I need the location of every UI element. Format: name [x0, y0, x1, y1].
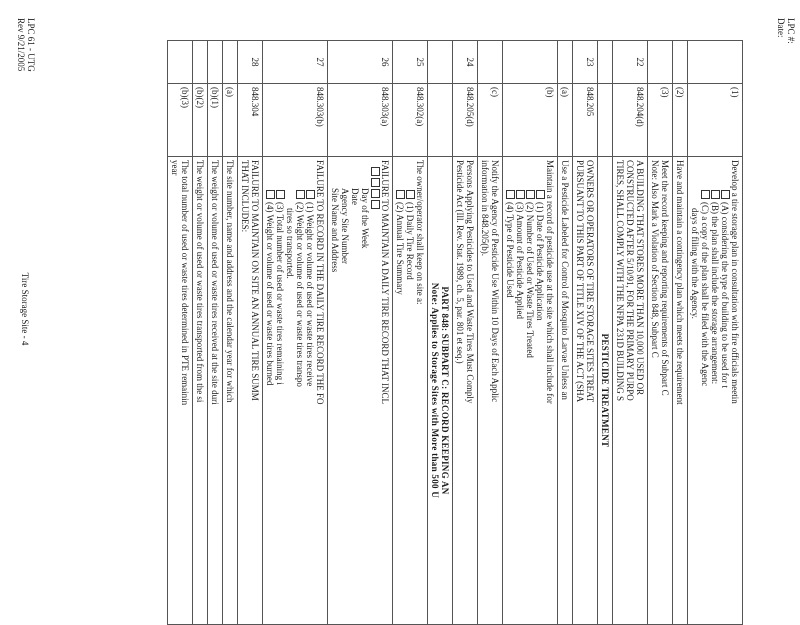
- citation: (b)(1): [208, 84, 223, 157]
- text-line: PURSUANT TO THIS PART OF TITLE XIV OF THE ACT (SHA: [575, 160, 585, 403]
- citation: (b)(3): [168, 84, 193, 157]
- requirement-text: [453, 157, 478, 625]
- checkbox[interactable]: [701, 190, 710, 199]
- item-number: [673, 41, 688, 84]
- requirement-text: [573, 157, 598, 625]
- requirement-text: [328, 157, 393, 625]
- item-number: 25: [393, 41, 428, 84]
- section-header-row: [598, 41, 613, 625]
- text-line: OWNERS OR OPERATORS OF TIRE STORAGE SITES TREAT: [585, 160, 595, 403]
- item-number: [503, 41, 558, 84]
- text-line: (4) Weight or volume of used or waste tires burned: [265, 202, 275, 386]
- section-title: PESTICIDE TREATMENT: [598, 157, 613, 625]
- requirement-text: [208, 157, 223, 625]
- text-line: FAILURE TO MAINTAIN ON SITE AN ANNUAL TIRE SUMM: [250, 160, 260, 401]
- item-number: [168, 41, 193, 84]
- text-line: Notify the Agency of Pesticide Use Within 10 Days of Each Applic: [490, 160, 500, 403]
- requirement-text: [393, 157, 428, 625]
- form-id: LPC 61 - UTG: [26, 18, 36, 72]
- item-number: [193, 41, 208, 84]
- text-line: Date: [350, 188, 360, 205]
- checkbox[interactable]: [406, 190, 415, 199]
- section-header-row: [428, 41, 453, 625]
- text-line: THAT INCLUDES:: [240, 160, 250, 233]
- requirement-text: [193, 157, 208, 625]
- text-line: (B) the plan shall include the storage arrangement:: [710, 202, 720, 385]
- inspection-checklist-table: [167, 40, 743, 625]
- revision-date: Rev 9/21/2005: [16, 18, 26, 72]
- text-line: FAILURE TO MAINTAIN A DAILY TIRE RECORD THAT INCL: [380, 160, 390, 405]
- checkbox[interactable]: [536, 190, 545, 199]
- text-line: FAILURE TO RECORD IN THE DAILY TIRE RECORD THE FO: [315, 160, 325, 405]
- text-line: (2) Weight or volume of used or waste tires transpo: [295, 202, 305, 387]
- checkbox[interactable]: [371, 167, 380, 176]
- requirement-text: [503, 157, 558, 625]
- table-row: [478, 41, 503, 625]
- section-title: [428, 157, 453, 625]
- text-line: (A) considering the type of building to be used for t: [720, 202, 730, 388]
- checkbox[interactable]: [516, 190, 525, 199]
- table-row: [573, 41, 598, 625]
- table-row: [193, 41, 208, 625]
- table-row: [453, 41, 478, 625]
- item-number: [428, 41, 453, 84]
- citation: (1): [688, 84, 743, 157]
- section-title-line: PART 848: SUBPART C: RECORD KEEPING AN: [440, 286, 450, 495]
- citation: 848.303(b): [263, 84, 328, 157]
- checkbox[interactable]: [371, 178, 380, 187]
- item-number: 23: [573, 41, 598, 84]
- item-number: 26: [328, 41, 393, 84]
- text-line: Agency Site Number: [340, 188, 350, 264]
- requirement-text: [613, 157, 648, 625]
- text-line: Note: Also Mark a Violation of Section 848, Subpart C: [650, 160, 660, 358]
- text-line: (1) Weight or volume of used or waste tires receive: [305, 202, 315, 387]
- table-row: [208, 41, 223, 625]
- table-row: [168, 41, 193, 625]
- checkbox[interactable]: [276, 190, 285, 199]
- citation: (b): [503, 84, 558, 157]
- text-line: (4) Type of Pesticide Used: [505, 202, 515, 298]
- item-number: [688, 41, 743, 84]
- text-line: The total number of used or waste tires determined in PTE remainin: [180, 160, 190, 406]
- text-line: (2) Number of Used or Waste Tires Treated: [525, 202, 535, 358]
- table-row: [393, 41, 428, 625]
- checkbox[interactable]: [396, 190, 405, 199]
- text-line: The weight or volume of used or waste tires received at the site duri: [210, 160, 220, 405]
- page-header: [776, 18, 796, 44]
- citation: 848.204(d): [613, 84, 648, 157]
- requirement-text: [673, 157, 688, 625]
- text-line: Day of the Week: [360, 188, 370, 249]
- table-row: [648, 41, 673, 625]
- text-line: Maintain a record of pesticide use at the site which shall include for: [545, 160, 555, 404]
- item-number: [598, 41, 613, 84]
- citation: (c): [478, 84, 503, 157]
- text-line: Pesticide Act (Ill. Rev. Stat. 1989, ch. 5, par. 801 et seq.): [455, 160, 465, 364]
- text-line: days of filing with the Agency.: [690, 208, 700, 319]
- text-line: Site Name and Address: [330, 188, 340, 273]
- text-line: The site number, name and address and the calendar year for which: [225, 160, 235, 403]
- requirement-text: [478, 157, 503, 625]
- item-number: [208, 41, 223, 84]
- citation: (a): [558, 84, 573, 157]
- citation: [428, 84, 453, 157]
- item-number: [223, 41, 238, 84]
- text-line: (1) Date of Pesticide Application: [535, 202, 545, 321]
- table-row: [238, 41, 263, 625]
- checkbox[interactable]: [371, 200, 380, 209]
- citation: (2): [673, 84, 688, 157]
- checkbox[interactable]: [266, 190, 275, 199]
- checkbox[interactable]: [371, 189, 380, 198]
- item-number: [648, 41, 673, 84]
- item-number: 22: [613, 41, 648, 84]
- table-row: [673, 41, 688, 625]
- text-line: A BUILDING THAT STORES MORE THAN 10,000 USED OR: [635, 160, 645, 396]
- citation: 848.303(a): [328, 84, 393, 157]
- item-number: [558, 41, 573, 84]
- requirement-text: [168, 157, 193, 625]
- checkbox[interactable]: [721, 190, 730, 199]
- citation: [598, 84, 613, 157]
- table-row: [503, 41, 558, 625]
- table-row: [223, 41, 238, 625]
- requirement-text: [263, 157, 328, 625]
- text-line: year: [170, 160, 180, 176]
- text-line: (3) Amount of Pesticide Applied: [515, 202, 525, 319]
- item-number: [478, 41, 503, 84]
- text-line: Develop a tire storage plan in consultation with fire officials meetin: [730, 160, 740, 404]
- item-number: 28: [238, 41, 263, 84]
- text-line: (C) a copy of the plan shall be filed with the Agenc: [700, 202, 710, 387]
- item-number: 27: [263, 41, 328, 84]
- text-line: (1) Daily Tire Record: [405, 202, 415, 280]
- text-line: Persons Applying Pesticides to Used and Waste Tires Must Comply: [465, 160, 475, 404]
- text-line: information in 848.205(b).: [480, 160, 490, 256]
- citation: 848.304: [238, 84, 263, 157]
- citation: (3): [648, 84, 673, 157]
- text-line: (2) Annual Tire Summary: [395, 202, 405, 295]
- requirement-text: [223, 157, 238, 625]
- table-row: [688, 41, 743, 625]
- citation: 848.205: [573, 84, 598, 157]
- checkbox[interactable]: [506, 190, 515, 199]
- table-row: [558, 41, 573, 625]
- checkbox[interactable]: [296, 190, 305, 199]
- text-line: TIRES, SHALL COMPLY WITH THE NFPA 231D BUILDING S: [615, 160, 625, 402]
- table-row: [263, 41, 328, 625]
- section-note: Note: Applies to Storage Sites with More than 500 U: [430, 282, 440, 499]
- checkbox[interactable]: [306, 190, 315, 199]
- requirement-text: [238, 157, 263, 625]
- text-line: (3) Total number of used or waste tires remaining i: [275, 202, 285, 385]
- text-line: tires so transported.: [285, 208, 295, 279]
- table-row: [613, 41, 648, 625]
- text-line: Have and maintain a contingency plan which meets the requirement: [675, 160, 685, 405]
- text-line: Meet the record keeping and reporting requirements of Subpart C: [660, 160, 670, 396]
- requirement-text: [688, 157, 743, 625]
- text-line: CONSTRUCTED AFTER 5/10/91, FOR THE PRIMARY PURPO: [625, 160, 635, 401]
- item-number: 24: [453, 41, 478, 84]
- requirement-text: [648, 157, 673, 625]
- checkbox[interactable]: [711, 190, 720, 199]
- citation: (b)(2): [193, 84, 208, 157]
- text-line: The weight or volume of used or waste tires transported from the si: [195, 160, 205, 403]
- citation: 848.205(d): [453, 84, 478, 157]
- citation: 848.302(a): [393, 84, 428, 157]
- text-line: The owner/operator shall keep on site a:: [415, 160, 425, 305]
- lpc-number-label: LPC #:: [786, 18, 796, 44]
- checkbox[interactable]: [526, 190, 535, 199]
- text-line: Use a Pesticide Labeled for Control of Mosquito Larvae Unless an: [560, 160, 570, 400]
- requirement-text: [558, 157, 573, 625]
- page-footer: Tire Storage Site - 4: [20, 272, 30, 346]
- date-label: Date:: [776, 18, 786, 38]
- citation: (a): [223, 84, 238, 157]
- table-row: [328, 41, 393, 625]
